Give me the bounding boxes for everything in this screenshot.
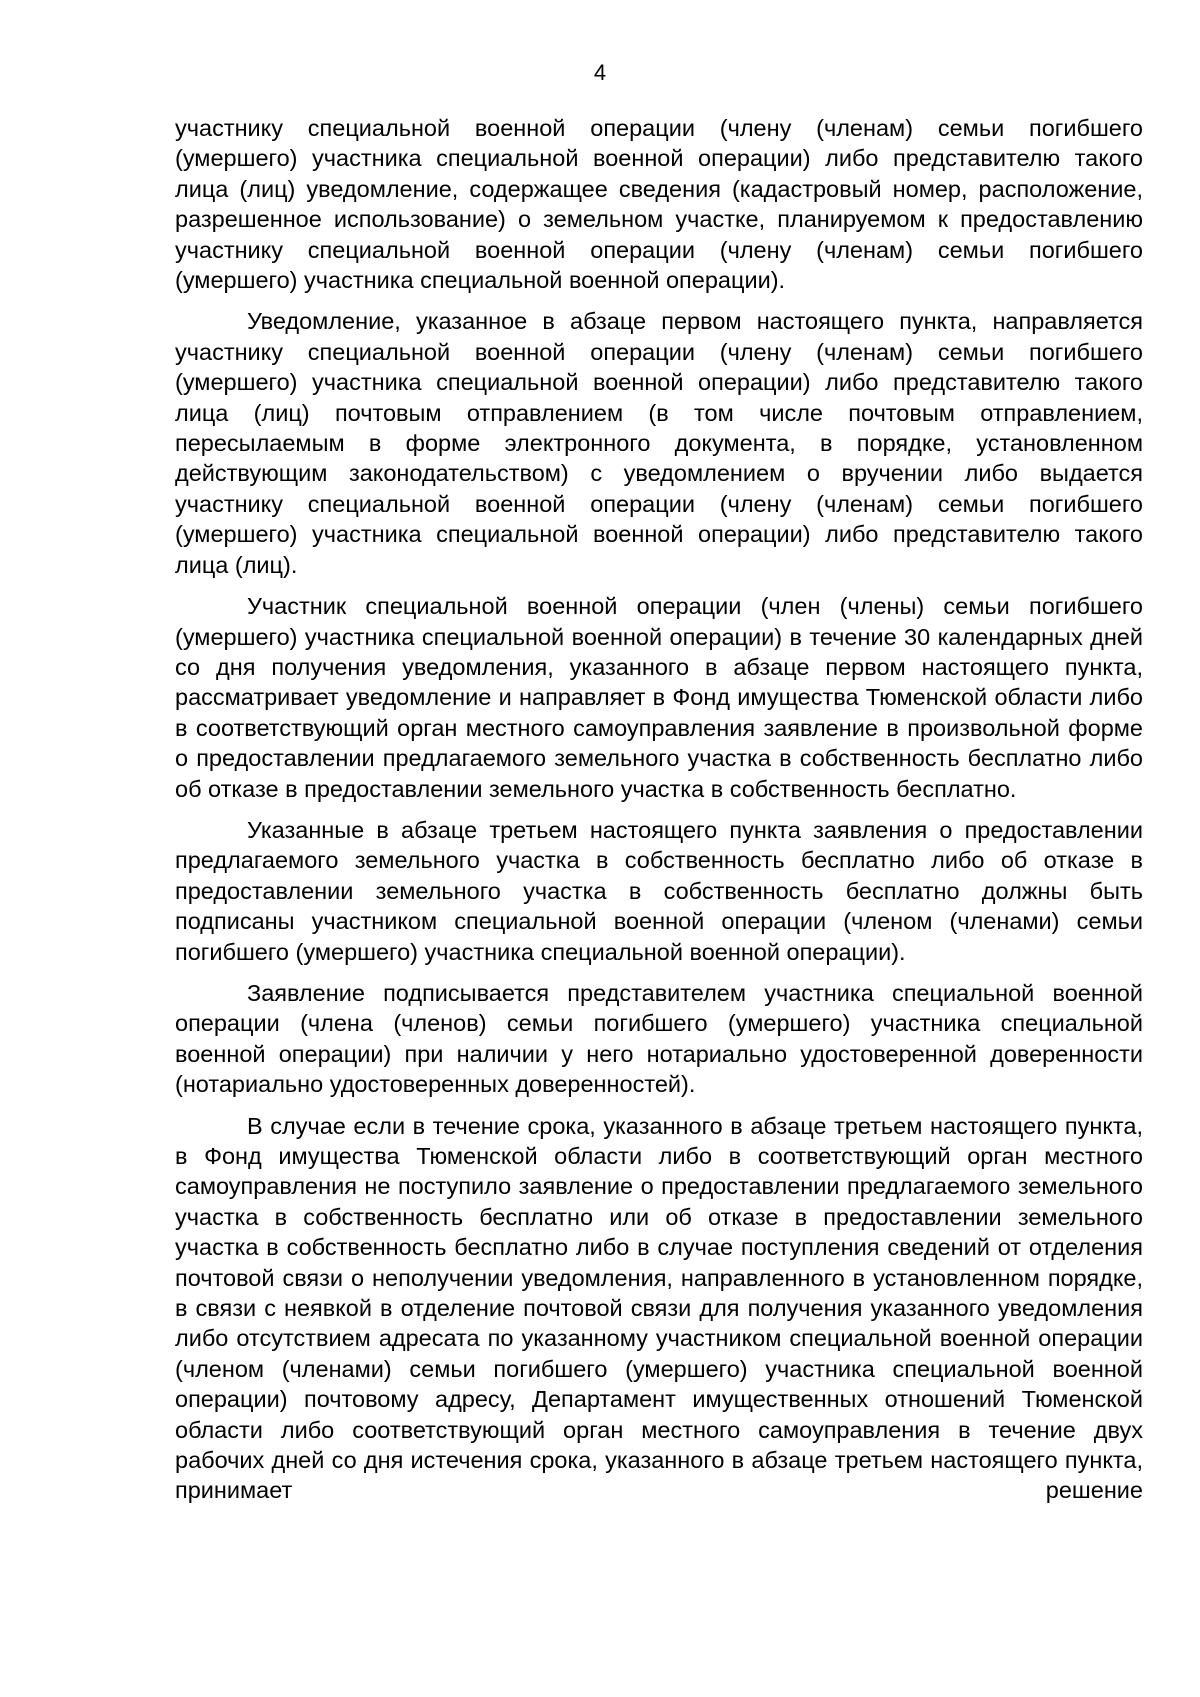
paragraph-5: Заявление подписывается представителем участника специальной военной операции (члена (членов) семьи погибшего (умершего) участника специальной военной операции) при наличии у него нотариально удостоверенной доверенности (нотариально удостоверенных доверенностей). — [175, 979, 1143, 1098]
paragraph-1: участнику специальной военной операции (члену (членам) семьи погибшего (умершего) участника специальной военной операции) либо представителю такого лица (лиц) уведомление, содержащее сведения (кадастровый номер, расположение, разрешенное использование) о земельном участке, планируемом к предоставлению участнику специальной военной операции (члену (членам) семьи погибшего (умершего) участника специальной военной операции). — [175, 115, 1143, 294]
paragraph-6: В случае если в течение срока, указанного в абзаце третьем настоящего пункта, в Фонд имущества Тюменской области либо в соответствующий орган местного самоуправления не поступило заявление о предоставлении предлагаемого земельного участка в собственность бесплатно или об отказе в предоставлении земельного участка в собственность бесплатно либо в случае поступления сведений от отделения почтовой связи о неполучении уведомления, направленного в установленном порядке, в связи с неявкой в отделение почтовой связи для получения указанного уведомления либо отсутствием адресата по указанному участником специальной военной операции (членом (членами) семьи погибшего (умершего) участника специальной военной операции) почтовому адресу, Департамент имущественных отношений Тюменской области либо соответствующий орган местного самоуправления в течение двух рабочих дней со дня истечения срока, указанного в абзаце третьем настоящего пункта, принимает решение — [175, 1112, 1143, 1504]
paragraph-3: Участник специальной военной операции (член (члены) семьи погибшего (умершего) участника специальной военной операции) в течение 30 календарных дней со дня получения уведомления, указанного в абзаце первом настоящего пункта, рассматривает уведомление и направляет в Фонд имущества Тюменской области либо в соответствующий орган местного самоуправления заявление в произвольной форме о предоставлении предлагаемого земельного участка в собственность бесплатно либо об отказе в предоставлении земельного участка в собственность бесплатно. — [175, 593, 1143, 802]
page-number: 4 — [593, 60, 607, 85]
document-body — [175, 113, 1143, 1506]
paragraph-4: Указанные в абзаце третьем настоящего пункта заявления о предоставлении предлагаемого земельного участка в собственность бесплатно либо об отказе в предоставлении земельного участка в собственность бесплатно должны быть подписаны участником специальной военной операции (членом (членами) семьи погибшего (умершего) участника специальной военной операции). — [175, 816, 1143, 965]
paragraph-2: Уведомление, указанное в абзаце первом настоящего пункта, направляется участнику специальной военной операции (члену (членам) семьи погибшего (умершего) участника специальной военной операции) либо представителю такого лица (лиц) почтовым отправлением (в том числе почтовым отправлением, пересылаемым в форме электронного документа, в порядке, установленном действующим законодательством) с уведомлением о вручении либо выдается участнику специальной военной операции (члену (членам) семьи погибшего (умершего) участника специальной военной операции) либо представителю такого лица (лиц). — [175, 308, 1143, 578]
